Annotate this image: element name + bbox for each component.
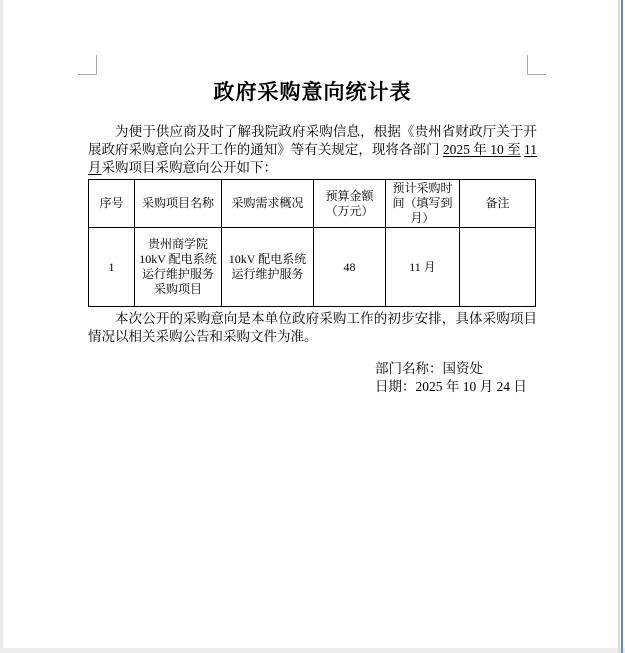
- header-cell-budget: 预算金额（万元）: [314, 180, 386, 228]
- cell-demand: 10kV 配电系统运行维护服务: [222, 228, 314, 307]
- signature-department: 部门名称：国资处: [375, 361, 483, 376]
- intro-lead: 为便于供应商及时了解我院政府采购信息，根据《贵州省财政厅关于开展政府采购意向公开工作的通知》等有关规定，现将各部门: [88, 124, 537, 157]
- table-row: [89, 228, 536, 307]
- closing-paragraph: 本次公开的采购意向是本单位政府采购工作的初步安排，具体采购项目情况以相关采购公告和采购文件为准。: [88, 311, 537, 344]
- header-cell-note: 备注: [460, 180, 536, 228]
- intro-underlined-daterange-end: 11 月: [88, 142, 538, 175]
- left-page-edge: [0, 0, 3, 653]
- signature-date: 日期：2025 年 10 月 24 日: [375, 379, 527, 394]
- procurement-table: [88, 179, 536, 307]
- header-cell-serial: 序号: [89, 180, 135, 228]
- bottom-page-edge: [0, 648, 625, 653]
- cell-budget: 48: [314, 228, 386, 307]
- window-accent-border: [621, 0, 623, 653]
- intro-tail: 采购项目采购意向公开如下：: [101, 160, 277, 175]
- table-header-row: [89, 180, 536, 228]
- page-title: 政府采购意向统计表: [213, 80, 412, 104]
- cell-time: 11 月: [386, 228, 460, 307]
- header-cell-time: 预计采购时间（填写到月）: [386, 180, 460, 228]
- document-content: [88, 70, 537, 396]
- header-cell-demand: 采购需求概况: [222, 180, 314, 228]
- cell-note: [460, 228, 536, 307]
- cell-serial: 1: [89, 228, 135, 307]
- header-cell-project-name: 采购项目名称: [135, 180, 222, 228]
- signature-block: [375, 360, 537, 396]
- intro-underlined-daterange-start: 2025 年 10 至: [442, 142, 521, 157]
- cell-project-name: 贵州商学院 10kV 配电系统运行维护服务采购项目: [135, 228, 222, 307]
- intro-paragraph: [88, 123, 537, 177]
- right-page-edge: [618, 0, 620, 653]
